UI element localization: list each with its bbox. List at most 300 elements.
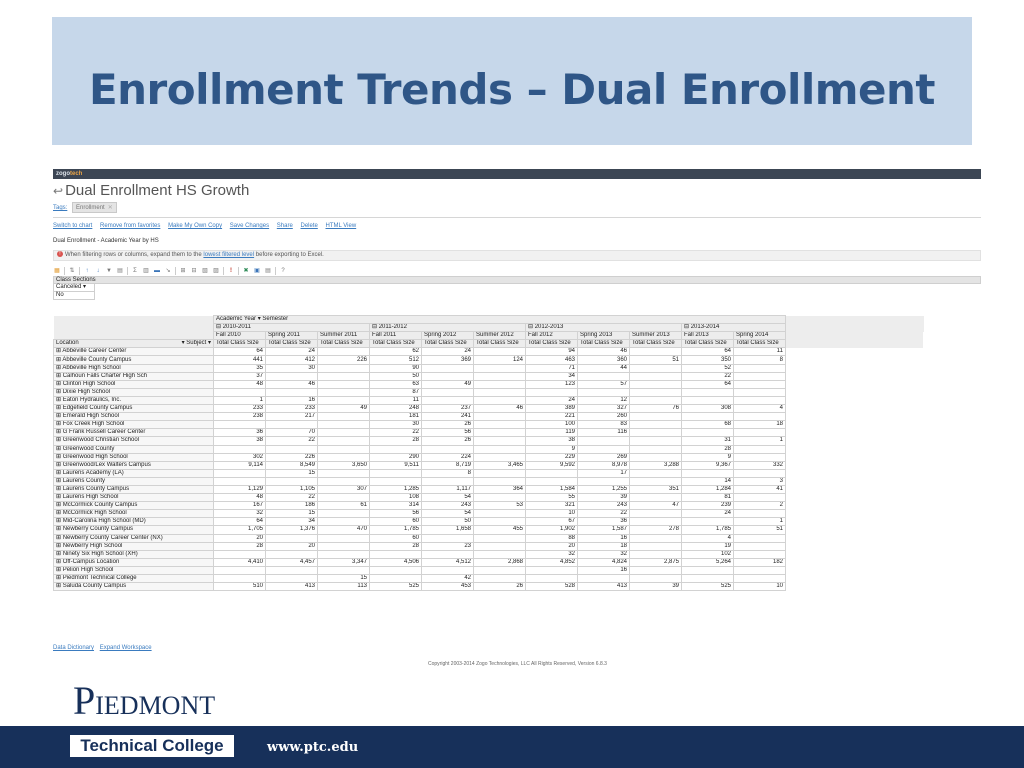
print-icon[interactable]: ▤ <box>265 267 271 274</box>
value-cell: 20 <box>266 542 318 550</box>
value-cell <box>734 372 786 380</box>
grid-icon[interactable]: ▤ <box>117 267 123 274</box>
semester-header: Spring 2011 <box>266 332 318 340</box>
value-cell <box>266 421 318 429</box>
pivot-spacer <box>786 575 924 583</box>
measure-header: Total Class Size <box>682 340 734 348</box>
pivot-spacer <box>786 583 924 591</box>
value-cell <box>578 388 630 396</box>
table-row <box>54 526 924 534</box>
value-cell <box>682 566 734 574</box>
value-cell <box>318 566 370 574</box>
chart-icon[interactable]: ▬ <box>154 267 160 274</box>
value-cell: 83 <box>578 421 630 429</box>
value-cell <box>318 510 370 518</box>
value-cell: 248 <box>370 405 422 413</box>
value-cell: 51 <box>630 356 682 364</box>
website-url: www.ptc.edu <box>267 740 359 755</box>
value-cell <box>422 445 474 453</box>
calc-icon[interactable]: ▥ <box>143 267 149 274</box>
sort-asc-icon[interactable]: ↑ <box>85 267 89 274</box>
report-title <box>53 182 981 199</box>
value-cell: 15 <box>266 510 318 518</box>
value-cell <box>474 445 526 453</box>
value-cell: 38 <box>214 437 266 445</box>
back-arrow-icon[interactable]: ↩ <box>53 184 64 198</box>
report-title-text: Dual Enrollment HS Growth <box>65 182 250 199</box>
value-cell <box>266 388 318 396</box>
location-cell[interactable]: ⊞ Edgefield County Campus <box>54 405 214 413</box>
value-cell: 314 <box>370 502 422 510</box>
pivot-spacer <box>786 558 924 566</box>
toolbar-separator <box>275 267 276 275</box>
warning-banner <box>53 250 981 261</box>
value-cell <box>266 575 318 583</box>
table-row <box>54 388 924 396</box>
value-cell <box>422 364 474 372</box>
value-cell: 226 <box>318 356 370 364</box>
value-cell: 70 <box>266 429 318 437</box>
value-cell: 60 <box>370 534 422 542</box>
value-cell: 50 <box>370 372 422 380</box>
pivot-spacer <box>786 485 924 493</box>
measure-header: Total Class Size <box>474 340 526 348</box>
logo-initial: P <box>73 678 96 723</box>
value-cell: 302 <box>214 453 266 461</box>
value-cell: 8,549 <box>266 461 318 469</box>
value-cell <box>734 453 786 461</box>
value-cell: 4,410 <box>214 558 266 566</box>
value-cell: 8,978 <box>578 461 630 469</box>
location-cell[interactable]: ⊞ Abbeville County Campus <box>54 356 214 364</box>
value-cell: 60 <box>370 518 422 526</box>
value-cell <box>630 413 682 421</box>
expand-icon[interactable]: ⊞ <box>180 267 186 274</box>
value-cell: 9 <box>682 453 734 461</box>
value-cell <box>214 550 266 558</box>
toolbar-separator <box>127 267 128 275</box>
value-cell: 307 <box>318 485 370 493</box>
pivot-layout-icon[interactable]: ▦ <box>54 267 60 274</box>
value-cell <box>474 380 526 388</box>
value-cell: 34 <box>526 372 578 380</box>
semester-header: Fall 2010 <box>214 332 266 340</box>
filter-field-dropdown[interactable]: Canceled ▾ <box>53 284 95 292</box>
value-cell: 49 <box>422 380 474 388</box>
tags-label[interactable]: Tags: <box>53 205 68 211</box>
value-cell <box>474 372 526 380</box>
value-cell: 10 <box>526 510 578 518</box>
value-cell <box>734 445 786 453</box>
value-cell: 167 <box>214 502 266 510</box>
location-cell[interactable]: ⊞ Clinton High School <box>54 380 214 388</box>
location-cell[interactable]: ⊞ Abbeville Career Center <box>54 348 214 356</box>
value-cell: 308 <box>682 405 734 413</box>
value-cell: 512 <box>370 356 422 364</box>
semester-header: Summer 2011 <box>318 332 370 340</box>
sum-icon[interactable]: Σ <box>133 267 137 274</box>
value-cell: 10 <box>734 583 786 591</box>
value-cell: 57 <box>578 380 630 388</box>
drill-icon[interactable]: ↘ <box>165 267 171 274</box>
logo-name-rest: IEDMONT <box>95 691 216 720</box>
academic-year-field[interactable]: Academic Year ▾ <box>216 316 261 323</box>
value-cell: 36 <box>578 518 630 526</box>
pivot-spacer <box>786 510 924 518</box>
warning-text-before: When filtering rows or columns, expand them to the <box>65 252 204 258</box>
location-cell[interactable]: ⊞ Saluda County Campus <box>54 583 214 591</box>
rows-icon[interactable]: ▨ <box>213 267 219 274</box>
value-cell <box>318 364 370 372</box>
value-cell <box>734 534 786 542</box>
action-links <box>53 223 981 229</box>
pivot-measure-row <box>54 340 924 348</box>
value-cell: 4 <box>682 534 734 542</box>
close-icon[interactable]: ✕ <box>107 205 113 211</box>
data-dictionary-link[interactable]: Data Dictionary <box>53 645 95 651</box>
report-subtitle: Dual Enrollment - Academic Year by HS <box>53 238 159 244</box>
divider <box>53 217 981 218</box>
value-cell <box>734 364 786 372</box>
value-cell <box>318 550 370 558</box>
value-cell: 28 <box>682 445 734 453</box>
location-cell[interactable]: ⊞ Off-Campus Location <box>54 558 214 566</box>
location-cell[interactable]: ⊞ Mid-Carolina High School (MD) <box>54 518 214 526</box>
collapse-icon[interactable]: ⊟ <box>191 267 197 274</box>
value-cell: 12 <box>578 396 630 404</box>
location-cell[interactable]: ⊞ Laurens Academy (LA) <box>54 469 214 477</box>
location-cell[interactable]: ⊞ Abbeville High School <box>54 364 214 372</box>
value-cell: 4,852 <box>526 558 578 566</box>
year-header[interactable]: ⊟ 2010-2011 <box>214 324 370 332</box>
value-cell: 241 <box>422 413 474 421</box>
value-cell <box>266 445 318 453</box>
toolbar-separator <box>175 267 176 275</box>
value-cell: 119 <box>526 429 578 437</box>
value-cell <box>630 469 682 477</box>
value-cell: 1,584 <box>526 485 578 493</box>
measure-header: Total Class Size <box>266 340 318 348</box>
year-header[interactable]: ⊟ 2012-2013 <box>526 324 682 332</box>
location-cell[interactable]: ⊞ Fox Creek High School <box>54 421 214 429</box>
pivot-spacer <box>786 534 924 542</box>
value-cell <box>474 510 526 518</box>
value-cell: 64 <box>682 348 734 356</box>
table-row <box>54 396 924 404</box>
value-cell: 229 <box>526 453 578 461</box>
year-header[interactable]: ⊟ 2013-2014 <box>682 324 786 332</box>
value-cell: 113 <box>318 583 370 591</box>
semester-header: Spring 2013 <box>578 332 630 340</box>
row-field-header <box>54 340 214 348</box>
value-cell <box>474 566 526 574</box>
location-cell[interactable]: ⊞ Laurens County <box>54 477 214 485</box>
value-cell <box>526 566 578 574</box>
location-cell[interactable]: ⊞ G Frank Russell Career Center <box>54 429 214 437</box>
table-row <box>54 421 924 429</box>
location-cell[interactable]: ⊞ Calhoun Falls Charter High Sch <box>54 372 214 380</box>
alert-icon[interactable]: ! <box>230 267 232 274</box>
pivot-spacer <box>786 453 924 461</box>
value-cell: 39 <box>578 494 630 502</box>
value-cell: 18 <box>734 421 786 429</box>
value-cell: 87 <box>370 388 422 396</box>
value-cell <box>318 453 370 461</box>
value-cell <box>214 575 266 583</box>
value-cell: 2,875 <box>630 558 682 566</box>
pivot-spacer <box>786 469 924 477</box>
value-cell: 68 <box>682 421 734 429</box>
value-cell: 116 <box>578 429 630 437</box>
value-cell: 525 <box>370 583 422 591</box>
value-cell <box>318 413 370 421</box>
value-cell: 37 <box>214 372 266 380</box>
value-cell: 34 <box>266 518 318 526</box>
value-cell: 44 <box>578 364 630 372</box>
value-cell: 1,902 <box>526 526 578 534</box>
value-cell <box>474 550 526 558</box>
location-cell[interactable]: ⊞ Greenwood Christian School <box>54 437 214 445</box>
value-cell <box>318 348 370 356</box>
table-row <box>54 461 924 469</box>
pivot-spacer <box>786 413 924 421</box>
value-cell: 26 <box>422 437 474 445</box>
value-cell: 50 <box>422 518 474 526</box>
pivot-corner <box>54 324 214 332</box>
table-row <box>54 445 924 453</box>
slide-title: Enrollment Trends – Dual Enrollment <box>88 65 936 114</box>
html-view-link[interactable]: HTML View <box>325 223 357 229</box>
columns-icon[interactable]: ▧ <box>202 267 208 274</box>
make-copy-link[interactable]: Make My Own Copy <box>168 223 223 229</box>
value-cell <box>474 421 526 429</box>
sort-desc-icon[interactable]: ↓ <box>96 267 100 274</box>
value-cell <box>682 518 734 526</box>
value-cell: 38 <box>526 437 578 445</box>
location-cell[interactable]: ⊞ McCormick County Campus <box>54 502 214 510</box>
value-cell: 1,705 <box>214 526 266 534</box>
value-cell <box>474 575 526 583</box>
value-cell: 8 <box>734 356 786 364</box>
save-icon[interactable]: ▣ <box>254 267 260 274</box>
pivot-spacer <box>786 380 924 388</box>
pivot-spacer <box>786 340 924 348</box>
value-cell: 186 <box>266 502 318 510</box>
value-cell: 413 <box>578 583 630 591</box>
table-row <box>54 550 924 558</box>
toolbar-separator <box>64 267 65 275</box>
value-cell: 20 <box>214 534 266 542</box>
location-cell[interactable]: ⊞ Laurens High School <box>54 494 214 502</box>
value-cell: 108 <box>370 494 422 502</box>
value-cell: 182 <box>734 558 786 566</box>
value-cell: 4,512 <box>422 558 474 566</box>
semester-header: Fall 2011 <box>370 332 422 340</box>
value-cell <box>630 550 682 558</box>
value-cell: 351 <box>630 485 682 493</box>
remove-favorites-link[interactable]: Remove from favorites <box>100 223 161 229</box>
pivot-toolbar <box>53 265 981 276</box>
value-cell: 26 <box>474 583 526 591</box>
location-cell[interactable]: ⊞ Ninety Six High School (XH) <box>54 550 214 558</box>
location-field[interactable]: Location <box>56 340 79 347</box>
value-cell: 8 <box>422 469 474 477</box>
value-cell <box>318 469 370 477</box>
pivot-corner <box>54 332 214 340</box>
value-cell <box>682 388 734 396</box>
value-cell: 321 <box>526 502 578 510</box>
value-cell: 30 <box>370 421 422 429</box>
location-cell[interactable]: ⊞ Piedmont Technical College <box>54 575 214 583</box>
value-cell: 23 <box>422 542 474 550</box>
value-cell: 124 <box>474 356 526 364</box>
value-cell: 1 <box>214 396 266 404</box>
value-cell: 64 <box>682 380 734 388</box>
footer-links <box>53 645 156 651</box>
value-cell <box>214 469 266 477</box>
value-cell <box>734 575 786 583</box>
value-cell: 278 <box>630 526 682 534</box>
location-cell[interactable]: ⊞ Dixie High School <box>54 388 214 396</box>
value-cell: 9,511 <box>370 461 422 469</box>
pivot-spacer <box>786 518 924 526</box>
pivot-spacer <box>786 405 924 413</box>
value-cell: 22 <box>578 510 630 518</box>
save-changes-link[interactable]: Save Changes <box>229 223 270 229</box>
measure-header: Total Class Size <box>630 340 682 348</box>
value-cell <box>630 380 682 388</box>
value-cell <box>630 566 682 574</box>
measure-header: Total Class Size <box>526 340 578 348</box>
value-cell <box>422 388 474 396</box>
pivot-spacer <box>786 316 924 324</box>
value-cell: 15 <box>266 469 318 477</box>
share-link[interactable]: Share <box>276 223 293 229</box>
table-row <box>54 534 924 542</box>
year-header[interactable]: ⊟ 2011-2012 <box>370 324 526 332</box>
value-cell: 1,658 <box>422 526 474 534</box>
value-cell: 30 <box>266 364 318 372</box>
value-cell: 64 <box>214 348 266 356</box>
value-cell <box>318 477 370 485</box>
pivot-spacer <box>786 421 924 429</box>
value-cell <box>526 575 578 583</box>
app-brand: zogo <box>56 171 70 177</box>
value-cell: 24 <box>526 396 578 404</box>
value-cell <box>682 575 734 583</box>
value-cell <box>214 445 266 453</box>
table-row <box>54 380 924 388</box>
export-excel-icon[interactable]: ✖ <box>243 267 249 274</box>
value-cell <box>318 494 370 502</box>
value-cell: 3,347 <box>318 558 370 566</box>
location-cell[interactable]: ⊞ Emerald High School <box>54 413 214 421</box>
value-cell: 441 <box>214 356 266 364</box>
value-cell <box>214 421 266 429</box>
value-cell: 32 <box>214 510 266 518</box>
semester-field[interactable]: Semester <box>262 316 289 323</box>
value-cell: 52 <box>682 364 734 372</box>
help-icon[interactable]: ? <box>281 267 285 274</box>
value-cell: 3,650 <box>318 461 370 469</box>
location-cell[interactable]: ⊞ Eaton Hydraulics, Inc. <box>54 396 214 404</box>
warning-link[interactable]: lowest filtered level <box>203 252 255 258</box>
value-cell <box>266 534 318 542</box>
value-cell <box>318 388 370 396</box>
location-cell[interactable]: ⊞ Greenwood High School <box>54 453 214 461</box>
location-cell[interactable]: ⊞ Laurens County Campus <box>54 485 214 493</box>
tag-label: Enrollment <box>76 205 105 211</box>
location-cell[interactable]: ⊞ Newberry County Career Center (NX) <box>54 534 214 542</box>
value-cell <box>734 469 786 477</box>
value-cell: 350 <box>682 356 734 364</box>
value-cell: 3,465 <box>474 461 526 469</box>
pivot-spacer <box>786 364 924 372</box>
value-cell <box>318 542 370 550</box>
value-cell <box>474 413 526 421</box>
value-cell: 9,592 <box>526 461 578 469</box>
location-cell[interactable]: ⊞ Greenwood County <box>54 445 214 453</box>
value-cell <box>422 566 474 574</box>
value-cell: 46 <box>474 405 526 413</box>
location-cell[interactable]: ⊞ Newberry High School <box>54 542 214 550</box>
swap-axes-icon[interactable]: ⇅ <box>69 267 75 274</box>
pivot-spacer <box>786 445 924 453</box>
value-cell: 36 <box>214 429 266 437</box>
value-cell <box>630 372 682 380</box>
value-cell <box>474 388 526 396</box>
pivot-spacer <box>786 477 924 485</box>
value-cell <box>630 453 682 461</box>
value-cell: 369 <box>422 356 474 364</box>
value-cell <box>422 550 474 558</box>
delete-link[interactable]: Delete <box>300 223 318 229</box>
location-cell[interactable]: ⊞ Pelion High School <box>54 566 214 574</box>
tag-chip[interactable] <box>72 202 117 213</box>
value-cell <box>318 380 370 388</box>
filter-header: Class Sections <box>53 276 981 284</box>
expand-workspace-link[interactable]: Expand Workspace <box>99 645 152 651</box>
value-cell <box>370 575 422 583</box>
value-cell: 94 <box>526 348 578 356</box>
switch-to-chart-link[interactable]: Switch to chart <box>53 223 93 229</box>
pivot-semester-row <box>54 332 924 340</box>
value-cell: 17 <box>578 469 630 477</box>
pivot-spacer <box>786 388 924 396</box>
value-cell: 41 <box>734 485 786 493</box>
value-cell <box>318 437 370 445</box>
pivot-spacer <box>786 324 924 332</box>
value-cell <box>266 477 318 485</box>
value-cell <box>370 566 422 574</box>
table-row <box>54 575 924 583</box>
logo-wordmark <box>73 677 215 724</box>
location-cell[interactable]: ⊞ Newberry County Campus <box>54 526 214 534</box>
location-cell[interactable]: ⊞ McCormick High School <box>54 510 214 518</box>
value-cell <box>578 477 630 485</box>
location-cell[interactable]: ⊞ Greenwood/Lex Walters Campus <box>54 461 214 469</box>
value-cell: 28 <box>214 542 266 550</box>
subject-field[interactable]: ▾ Subject ▾ <box>181 340 211 347</box>
semester-header: Spring 2012 <box>422 332 474 340</box>
app-brand-bar <box>53 169 981 179</box>
value-cell: 1,255 <box>578 485 630 493</box>
app-brand-tail: tech <box>70 171 83 177</box>
value-cell: 19 <box>682 542 734 550</box>
filter-icon[interactable]: ▼ <box>106 267 112 274</box>
value-cell <box>318 429 370 437</box>
value-cell <box>474 534 526 542</box>
